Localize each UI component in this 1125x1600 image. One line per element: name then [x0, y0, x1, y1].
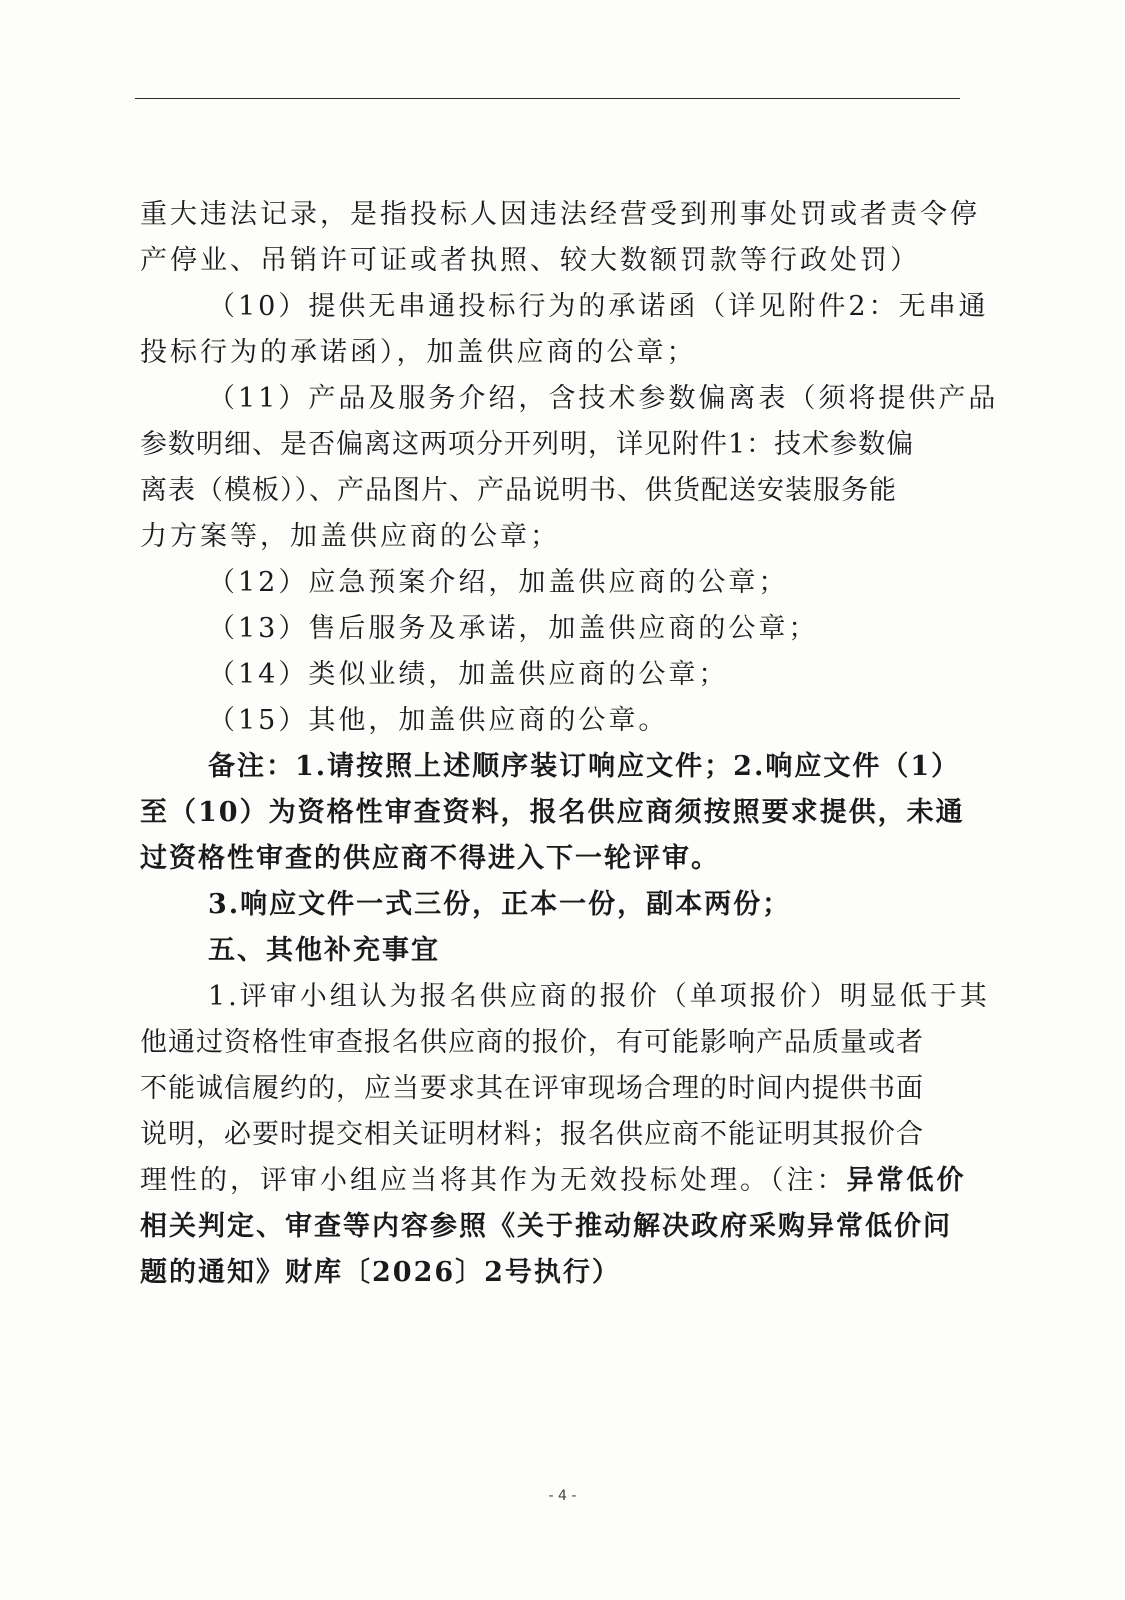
- paragraph-line: 相关判定、审查等内容参照《关于推动解决政府采购异常低价问: [140, 1211, 952, 1242]
- page-number: - 4 -: [548, 1488, 577, 1504]
- list-item-11: （11）产品及服务介绍，含技术参数偏离表（须将提供产品: [208, 383, 999, 414]
- paragraph-line: 说明，必要时提交相关证明材料；报名供应商不能证明其报价合: [140, 1119, 924, 1150]
- list-item-15: （15）其他，加盖供应商的公章。: [208, 705, 669, 736]
- paragraph-line: 参数明细、是否偏离这两项分开列明，详见附件1：技术参数偏: [140, 429, 915, 460]
- paragraph-line: 不能诚信履约的，应当要求其在评审现场合理的时间内提供书面: [140, 1073, 924, 1104]
- bold-segment: 异常低价: [846, 1165, 967, 1196]
- list-item-12: （12）应急预案介绍，加盖供应商的公章；: [208, 567, 789, 598]
- paragraph-line: 重大违法记录，是指投标人因违法经营受到刑事处罚或者责令停: [140, 199, 980, 230]
- section-heading: 五、其他补充事宜: [208, 935, 440, 966]
- note-line: 至（10）为资格性审查资料，报名供应商须按照要求提供，未通: [140, 797, 965, 828]
- header-rule: [135, 98, 960, 99]
- paragraph-line: 1.评审小组认为报名供应商的报价（单项报价）明显低于其: [208, 981, 990, 1012]
- list-item-13: （13）售后服务及承诺，加盖供应商的公章；: [208, 613, 819, 644]
- paragraph-line: 他通过资格性审查报名供应商的报价，有可能影响产品质量或者: [140, 1027, 924, 1058]
- note-line: 过资格性审查的供应商不得进入下一轮评审。: [140, 843, 720, 874]
- paragraph-line: 产停业、吊销许可证或者执照、较大数额罚款等行政处罚）: [140, 245, 920, 276]
- paragraph-line: 力方案等，加盖供应商的公章；: [140, 521, 560, 552]
- list-item-14: （14）类似业绩，加盖供应商的公章；: [208, 659, 729, 690]
- paragraph-text: 理性的，评审小组应当将其作为无效投标处理。（注：: [140, 1165, 847, 1196]
- paragraph-line: 题的通知》财库〔2026〕2号执行）: [140, 1257, 621, 1288]
- paragraph-line: [140, 1158, 970, 1204]
- paragraph-line: 离表（模板））、产品图片、产品说明书、供货配送安装服务能: [140, 475, 897, 506]
- paragraph-line: 投标行为的承诺函），加盖供应商的公章；: [140, 337, 697, 368]
- note-line: 3.响应文件一式三份，正本一份，副本两份；: [208, 889, 792, 920]
- list-item-10: （10）提供无串通投标行为的承诺函（详见附件2：无串通: [208, 291, 989, 322]
- document-body: [140, 192, 999, 1296]
- note-line: 备注：1.请按照上述顺序装订响应文件；2.响应文件（1）: [208, 751, 961, 782]
